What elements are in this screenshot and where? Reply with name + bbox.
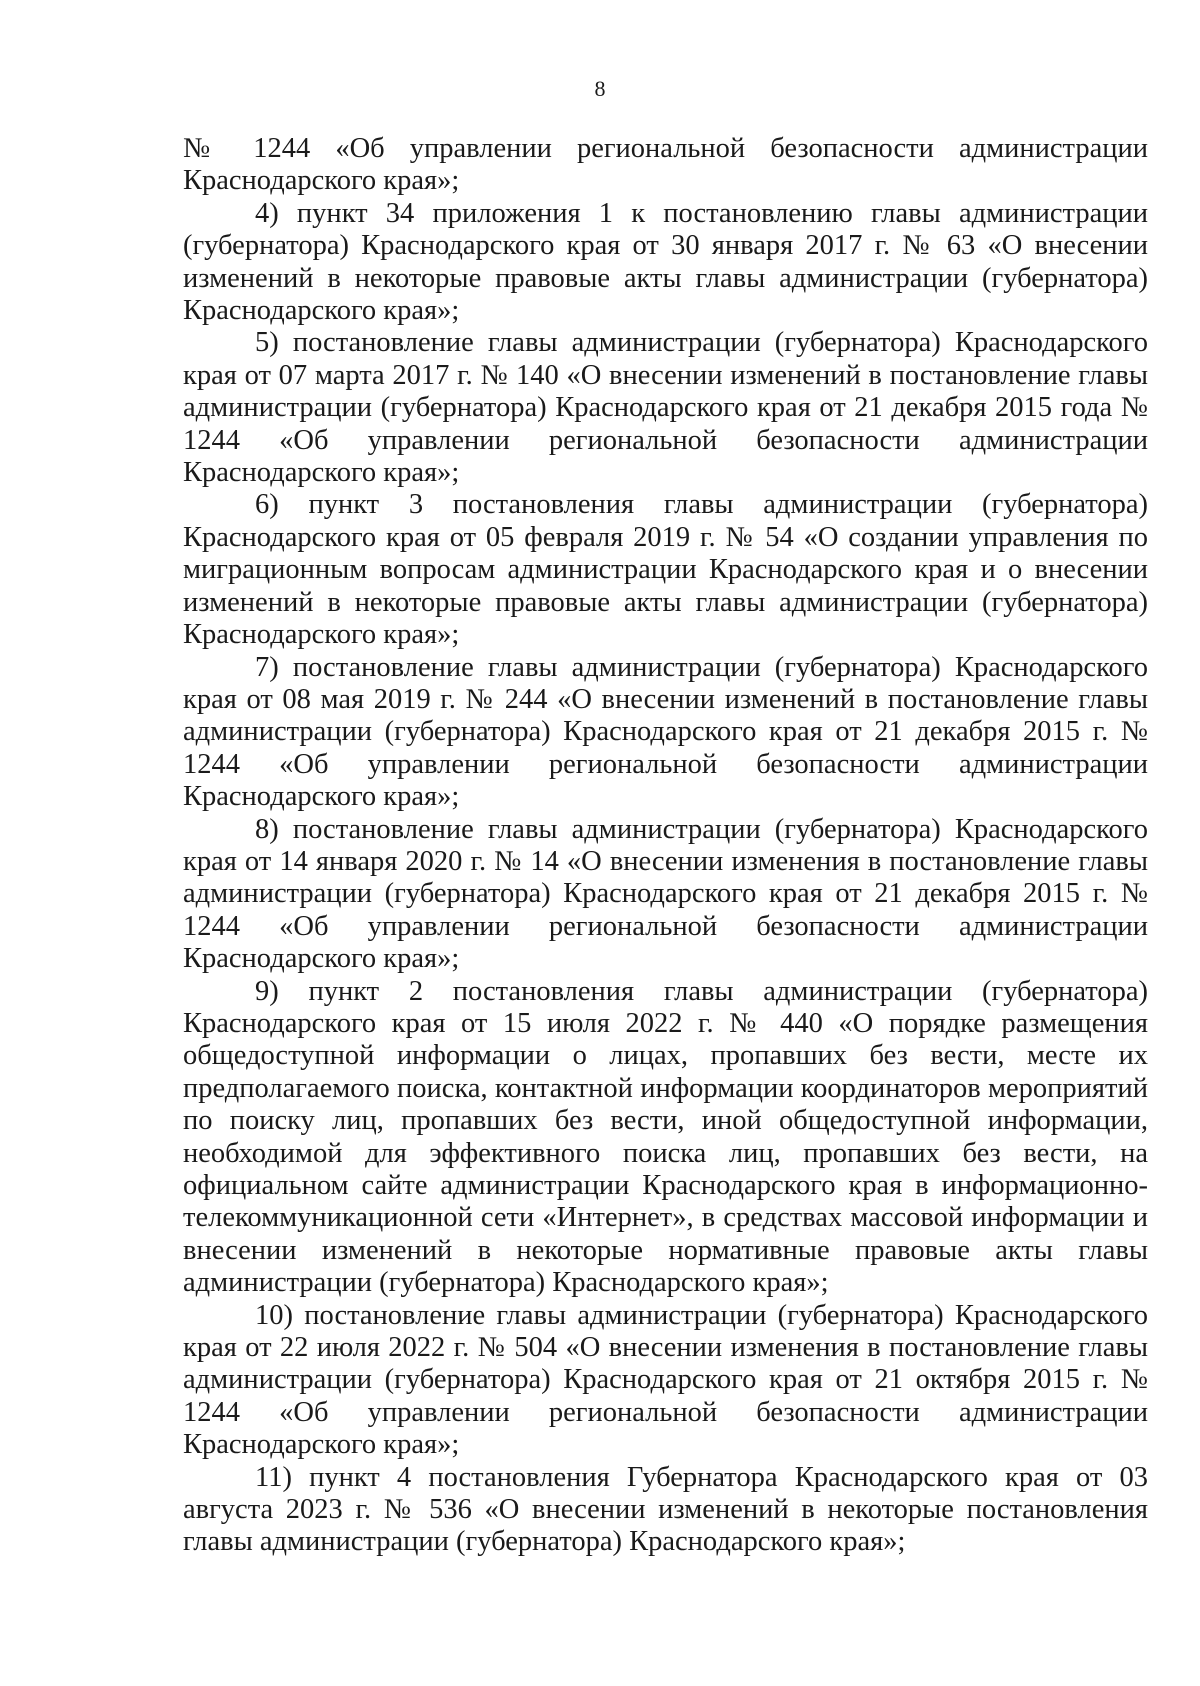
list-item-5: 5) постановление главы администрации (губернатора) Краснодарского края от 07 марта 2017 г. № 140 «О внесении изменений в постановление главы администрации (губернатора) Краснодарского края от 21 декабря 2015 года № 1244 «Об управлении региональной безопасности администрации Краснодарского края»;	[183, 327, 1148, 489]
paragraph-continuation: № 1244 «Об управлении региональной безопасности администрации Краснодарского края»;	[183, 133, 1148, 197]
list-item-6: 6) пункт 3 постановления главы администрации (губернатора) Краснодарского края от 05 февраля 2019 г. № 54 «О создании управления по миграционным вопросам администрации Краснодарского края и о внесении изменений в некоторые правовые акты главы администрации (губернатора) Краснодарского края»;	[183, 489, 1148, 651]
page-number: 8	[594, 76, 606, 101]
list-item-10: 10) постановление главы администрации (губернатора) Краснодарского края от 22 июля 2022 г. № 504 «О внесении изменения в постановление главы администрации (губернатора) Краснодарского края от 21 октября 2015 г. № 1244 «Об управлении региональной безопасности администрации Краснодарского края»;	[183, 1299, 1148, 1461]
list-item-8: 8) постановление главы администрации (губернатора) Краснодарского края от 14 января 2020 г. № 14 «О внесении изменения в постановление главы администрации (губернатора) Краснодарского края от 21 декабря 2015 г. № 1244 «Об управлении региональной безопасности администрации Краснодарского края»;	[183, 813, 1148, 975]
list-item-11: 11) пункт 4 постановления Губернатора Краснодарского края от 03 августа 2023 г. № 536 «О внесении изменений в некоторые постановления главы администрации (губернатора) Краснодарского края»;	[183, 1461, 1148, 1558]
list-item-9: 9) пункт 2 постановления главы администрации (губернатора) Краснодарского края от 15 июля 2022 г. № 440 «О порядке размещения общедоступной информации о лицах, пропавших без вести, месте их предполагаемого поиска, контактной информации координаторов мероприятий по поиску лиц, пропавших без вести, иной общедоступной информации, необходимой для эффективного поиска лиц, пропавших без вести, на официальном сайте администрации Краснодарского края в информационно-телекоммуникационной сети «Интернет», в средствах массовой информации и внесении изменений в некоторые нормативные правовые акты главы администрации (губернатора) Краснодарского края»;	[183, 975, 1148, 1299]
list-item-4: 4) пункт 34 приложения 1 к постановлению главы администрации (губернатора) Краснодарского края от 30 января 2017 г. № 63 «О внесении изменений в некоторые правовые акты главы администрации (губернатора) Краснодарского края»;	[183, 197, 1148, 327]
document-body	[183, 133, 1148, 1559]
list-item-7: 7) постановление главы администрации (губернатора) Краснодарского края от 08 мая 2019 г. № 244 «О внесении изменений в постановление главы администрации (губернатора) Краснодарского края от 21 декабря 2015 г. № 1244 «Об управлении региональной безопасности администрации Краснодарского края»;	[183, 651, 1148, 813]
